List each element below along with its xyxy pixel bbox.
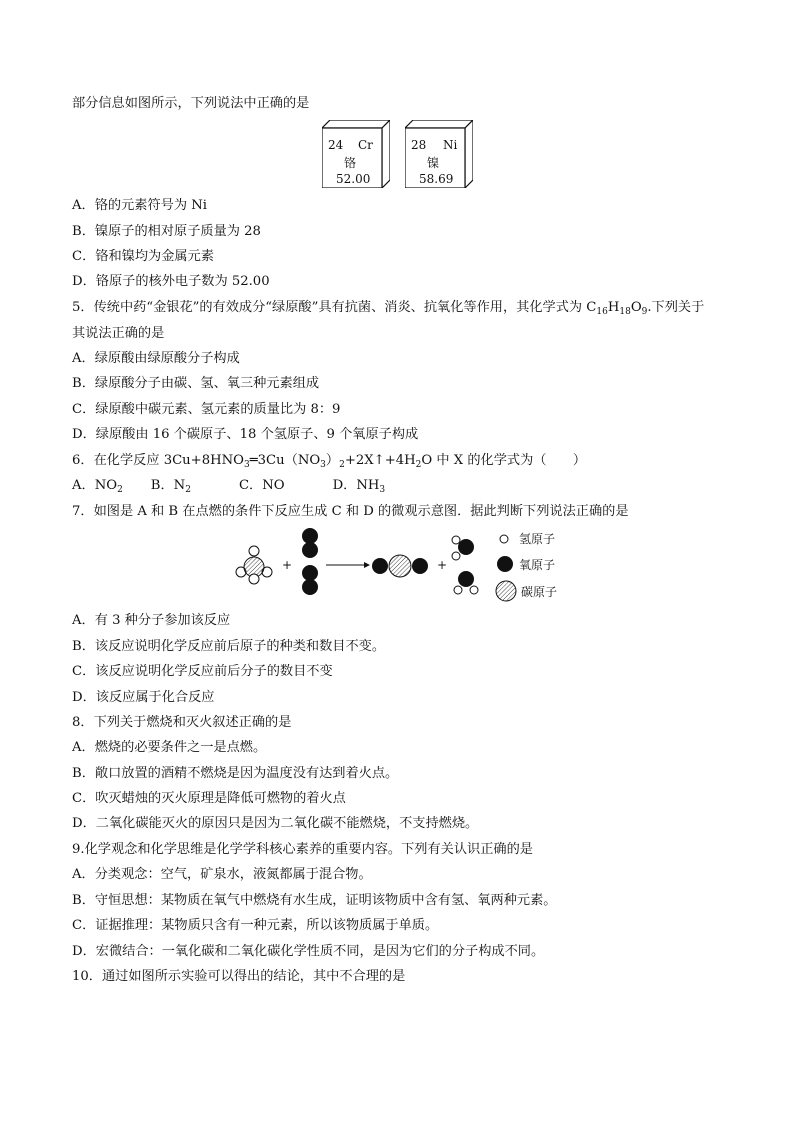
q8-stem: 8．下列关于燃烧和灭火叙述正确的是 [72, 715, 292, 730]
element-card-cr [322, 120, 390, 188]
q9-option-b: B．守恒思想：某物质在氧气中燃烧有水生成，证明该物质中含有氢、氧两种元素。 [72, 893, 557, 908]
oxygen-molecules [302, 528, 318, 595]
q4-option-c: C．铬和镍均为金属元素 [72, 249, 214, 264]
legend-hydrogen-icon [500, 535, 508, 543]
formula-subscript: 2 [117, 485, 123, 495]
formula-subscript: 2 [185, 485, 191, 495]
q9-option-d: D．宏微结合：一氧化碳和二氧化碳化学性质不同，是因为它们的分子构成不同。 [72, 944, 545, 959]
q9-stem: 9.化学观念和化学思维是化学学科核心素养的重要内容。下列有关认识正确的是 [72, 842, 533, 857]
q6-stem-text: +2X↑+4H [344, 453, 416, 468]
formula-subscript: 3 [320, 460, 326, 470]
formula-subscript: 9 [641, 307, 648, 317]
q6-option-c: C．NO [238, 478, 285, 493]
q4-option-d: D．铬原子的核外电子数为 52.00 [72, 274, 270, 289]
legend-carbon-icon [496, 581, 516, 601]
q4-option-b: B．镍原子的相对原子质量为 28 [72, 224, 261, 239]
formula-subscript: 3 [243, 460, 250, 470]
q8-option-d: D．二氧化碳能灭火的原因只是因为二氧化碳不能燃烧，不支持燃烧。 [72, 816, 479, 831]
q6-option-b [151, 478, 191, 493]
svg-text:+: + [437, 558, 448, 572]
q7-option-b: B．该反应说明化学反应前后原子的种类和数目不变。 [72, 639, 386, 654]
intro-line: 部分信息如图所示，下列说法中正确的是 [72, 96, 310, 111]
q6-stem-text: ） [325, 453, 340, 468]
q6-stem-text: 6．在化学反应 3Cu+8HNO [72, 453, 244, 468]
element-number: 24 [328, 138, 344, 152]
q8-option-b: B．敞口放置的酒精不燃烧是因为温度没有达到着火点。 [72, 766, 399, 781]
q6-option-d [333, 478, 386, 493]
reaction-diagram [232, 527, 602, 603]
legend-carbon-label: 碳原子 [521, 585, 558, 599]
q6-stem-text: ═3Cu（NO [249, 453, 321, 468]
element-mass: 52.00 [336, 172, 371, 186]
q7-option-c: C．该反应说明化学反应前后分子的数目不变 [72, 664, 333, 679]
carbon-dioxide-molecule [372, 555, 428, 577]
q8-option-c: C．吹灭蜡烛的灭火原理是降低可燃物的着火点 [72, 791, 346, 806]
formula-subscript: 2 [339, 460, 345, 470]
option-text: D．NH [332, 478, 380, 493]
q8-option-a: A．燃烧的必要条件之一是点燃。 [72, 740, 267, 755]
q6-option-a [72, 478, 123, 493]
q5-stem-text: 5．传统中药“金银花”的有效成分“绿原酸”具有抗菌、消炎、抗氧化等作用，其化学式为 C [72, 300, 597, 315]
q5-stem-text-end: .下列关于 [647, 300, 705, 315]
formula-subscript: 3 [379, 485, 386, 495]
legend-oxygen-icon [497, 556, 513, 572]
formula-subscript: 2 [415, 460, 422, 470]
q5-option-c: C．绿原酸中碳元素、氢元素的质量比为 8：9 [72, 402, 341, 417]
q9-option-a: A．分类观念：空气，矿泉水，液氮都属于混合物。 [72, 867, 372, 882]
svg-text:+: + [282, 558, 293, 572]
q9-option-c: C．证据推理：某物质只含有一种元素，所以该物质属于单质。 [72, 918, 439, 933]
formula-element: O [630, 300, 642, 315]
element-number: 28 [411, 138, 427, 152]
q5-option-d: D．绿原酸由 16 个碳原子、18 个氢原子、9 个氧原子构成 [72, 427, 419, 442]
q7-option-a: A．有 3 种分子参加该反应 [72, 613, 231, 628]
element-mass: 58.69 [419, 172, 454, 186]
water-molecules [452, 536, 478, 594]
q6-stem-text: O 中 X 的化学式为（ ） [421, 453, 587, 468]
element-symbol: Ni [443, 138, 458, 152]
formula-subscript: 16 [596, 307, 608, 317]
q5-stem-line1 [72, 299, 704, 317]
q7-stem: 7．如图是 A 和 B 在点燃的条件下反应生成 C 和 D 的微观示意图．据此判断下列说法正确的是 [72, 504, 629, 519]
q5-option-b: B．绿原酸分子由碳、氢、氧三种元素组成 [72, 376, 320, 391]
formula-element: H [607, 300, 620, 315]
q4-option-a: A．铬的元素符号为 Ni [72, 198, 207, 213]
q7-option-d: D．该反应属于化合反应 [72, 690, 215, 705]
q10-stem: 10．通过如图所示实验可以得出的结论，其中不合理的是 [72, 969, 406, 984]
formula-subscript: 18 [619, 307, 631, 317]
element-name: 铬 [344, 156, 357, 170]
element-card-ni [405, 120, 473, 188]
element-symbol: Cr [358, 138, 373, 152]
q5-stem-line2: 其说法正确的是 [72, 326, 165, 341]
option-text: B．N [150, 478, 186, 493]
element-name: 镍 [427, 156, 440, 170]
legend-hydrogen-label: 氢原子 [519, 532, 556, 546]
legend-oxygen-label: 氧原子 [519, 558, 556, 572]
q6-options [72, 477, 385, 495]
option-text: A．NO [72, 478, 118, 493]
q5-option-a: A．绿原酸由绿原酸分子构成 [72, 351, 240, 366]
methane-molecule [236, 546, 272, 584]
q6-stem [72, 452, 586, 470]
